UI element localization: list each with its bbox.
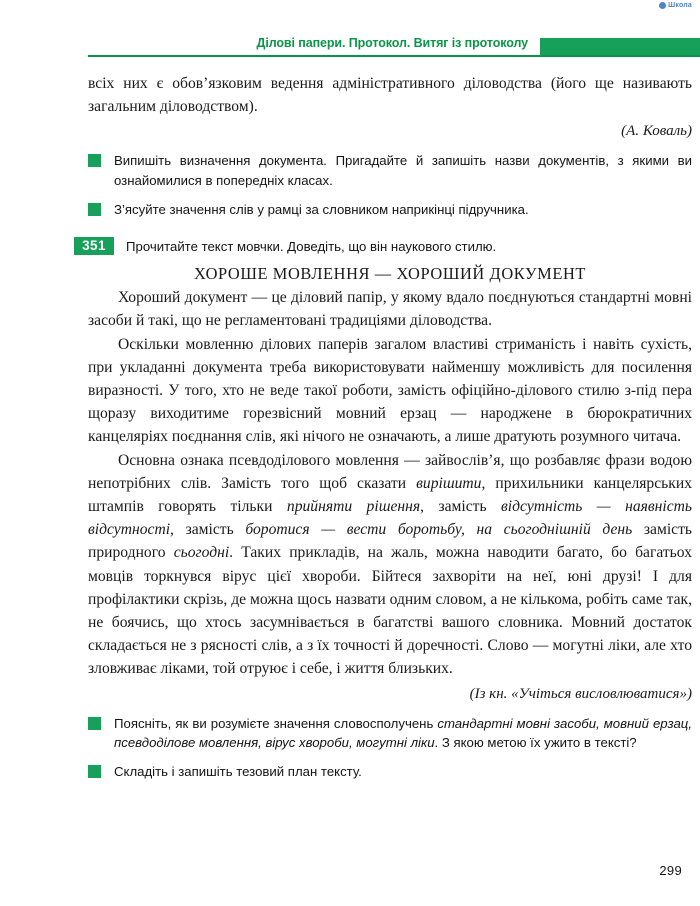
watermark-label: Школа	[668, 2, 692, 9]
running-head-title: Ділові папери. Протокол. Витяг із протоколу	[256, 36, 528, 50]
p3-run-1: Основна ознака псевдоділового мовлення — зайвослів’я, що розбавляє фрази водою непотрібних слів. Замість того щоб сказати	[88, 451, 692, 492]
p3-run-6: . Таких прикладів, на жаль, можна наводити багато, бо багатьох мовців торкнувся вірус цієї хвороби. Бійтеся захворіти на неї, юні друзі! І для профілактики скрізь, де можна щось назвати одним словом, а не кількома, робіть саме так, не боячись, що хтось засумнівається в багатстві вашого словника. Мовний достаток складається не з рясності слів, а з їх точності й доречності. Слово — могутні ліки, але хто зловживає ліками, той отруює і себе, і життя близьких.	[88, 544, 692, 678]
task-item: Складіть і запишіть тезовий план тексту.	[88, 762, 692, 782]
p3-italic-3: відсутність — наявність відсутності	[88, 498, 693, 539]
p3-run-2: , прихильники канцелярських штампів говорять тільки	[88, 474, 692, 516]
publisher-watermark	[659, 2, 692, 9]
exercise-number-badge: 351	[74, 237, 114, 255]
reading-title: ХОРОШЕ МОВЛЕННЯ — ХОРОШИЙ ДОКУМЕНТ	[193, 264, 587, 284]
p3-run-4: , замість	[170, 521, 246, 539]
page-content	[82, 72, 693, 781]
continued-paragraph: всіх них є обов’язковим ведення адміністративного діловодства (його ще називають загальним діловодством).	[88, 75, 692, 116]
reading-paragraph-3	[88, 449, 692, 681]
running-head-rule	[88, 55, 700, 57]
task-item: З’ясуйте значення слів у рамці за словником наприкінці підручника.	[88, 200, 692, 220]
bottom-task1-run-2: . З якою метою їх ужито в тексті?	[434, 735, 637, 751]
running-head	[0, 36, 700, 62]
reading-paragraph-2: Оскільки мовленню ділових паперів загалом властиві стриманість і навіть сухість, при укладанні документа треба використовувати найменшу можливість для посилення виразності. У того, хто не веде такої роботи, замість офіційно-ділового стилю з-під пера щоразу виходитиме горезвісний мовний ерзац — народжене в бюрократичних канцеляріях поєднання слів, які нічого не означають, а лише дратують розумного читача.	[88, 335, 692, 446]
watermark-dot-icon	[659, 2, 666, 9]
p3-italic-1: вирішити	[416, 474, 482, 492]
p3-run-3: , замість	[420, 498, 502, 516]
p3-italic-4: боротися — вести боротьбу, на сьогоднішній день	[245, 521, 633, 539]
reading-paragraph-1: Хороший документ — це діловий папір, у якому вдало поєднуються стандартні мовні засоби й такі, що не регламентовані традиціями діловодства.	[88, 289, 692, 330]
exercise-instruction: Прочитайте текст мовчки. Доведіть, що він наукового стилю.	[126, 239, 497, 255]
task-item	[88, 714, 692, 753]
p3-italic-2: прийняти рішення	[286, 498, 421, 516]
bottom-task1-italic: стандартні мовні засоби, мовний ерзац, псевдоділове мовлення, вірус хвороби, могутні ліки	[114, 715, 693, 751]
bottom-task1-run-1: Поясніть, як ви розумієте значення словосполучень	[114, 715, 438, 731]
source-attribution-book: (Із кн. «Учіться висловлюватися»)	[469, 685, 692, 702]
source-attribution-koval: (А. Коваль)	[621, 123, 692, 140]
page-number: 299	[659, 863, 682, 878]
task-item: Випишіть визначення документа. Пригадайте й запишіть назви документів, з якими ви ознайомилися в попередніх класах.	[88, 151, 692, 190]
exercise-heading	[82, 237, 692, 257]
p3-italic-5: сьогодні	[173, 544, 230, 562]
p3-run-5: замість природного	[88, 521, 692, 562]
